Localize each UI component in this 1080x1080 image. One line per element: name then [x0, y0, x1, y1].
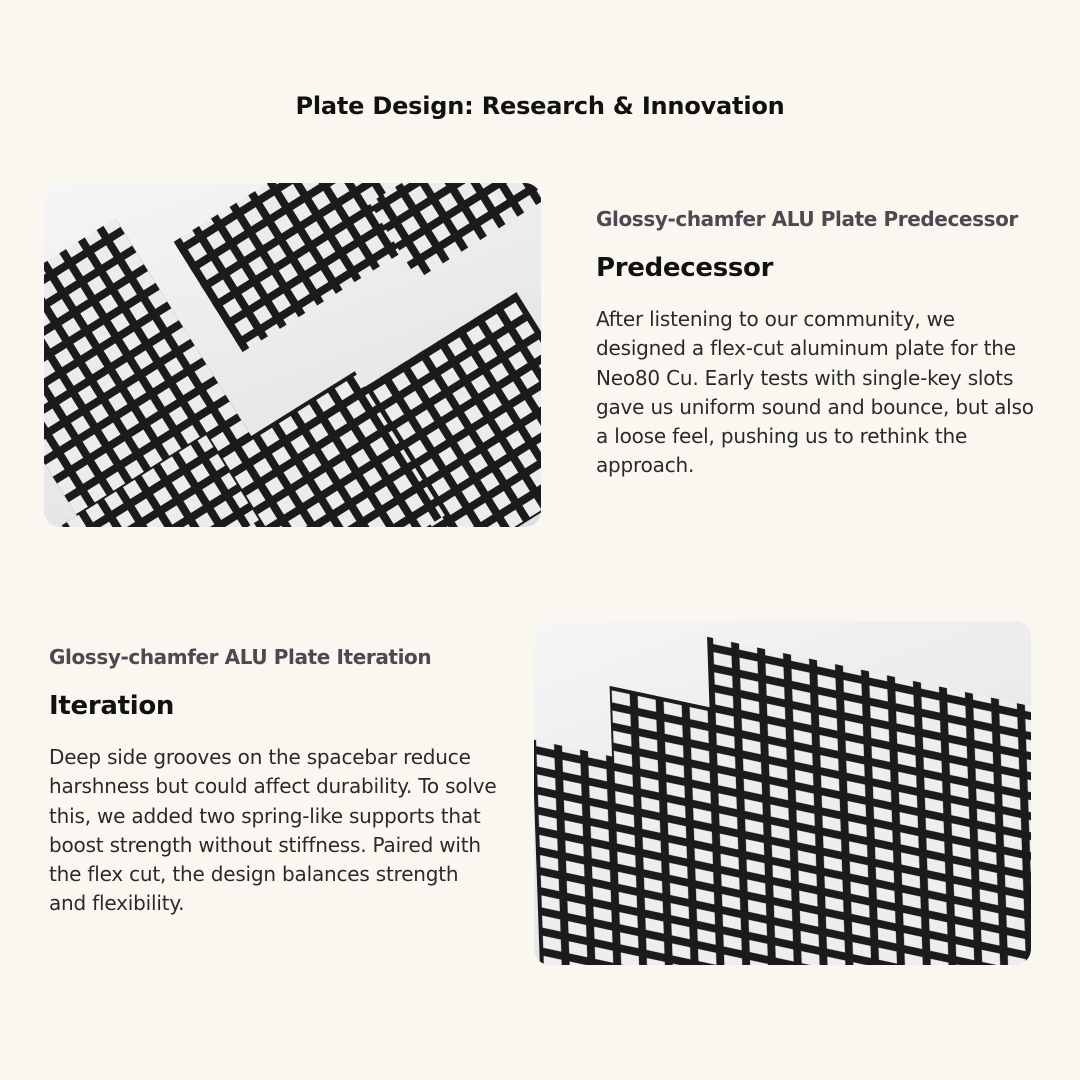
predecessor-plate-photo: [44, 183, 541, 527]
iteration-section: [49, 643, 499, 919]
section-eyebrow: Glossy-chamfer ALU Plate Predecessor: [596, 207, 1018, 231]
predecessor-section: [596, 205, 1036, 481]
iteration-plate-photo: [534, 621, 1031, 965]
section-body: After listening to our community, we designed a flex-cut aluminum plate for the Neo80 Cu. Early tests with single-key slots gave us uniform sound and bounce, but also a loose feel, pushing us to rethink the approach.: [596, 307, 1034, 478]
page-title: Plate Design: Research & Innovation: [295, 92, 785, 120]
section-body: Deep side grooves on the spacebar reduce harshness but could affect durability. To solve this, we added two spring-like supports that boost strength without stiffness. Paired with the flex cut, the design balances strength and flexibility.: [49, 745, 497, 916]
section-eyebrow: Glossy-chamfer ALU Plate Iteration: [49, 645, 432, 669]
section-heading: Iteration: [49, 691, 175, 721]
section-heading: Predecessor: [596, 253, 774, 283]
